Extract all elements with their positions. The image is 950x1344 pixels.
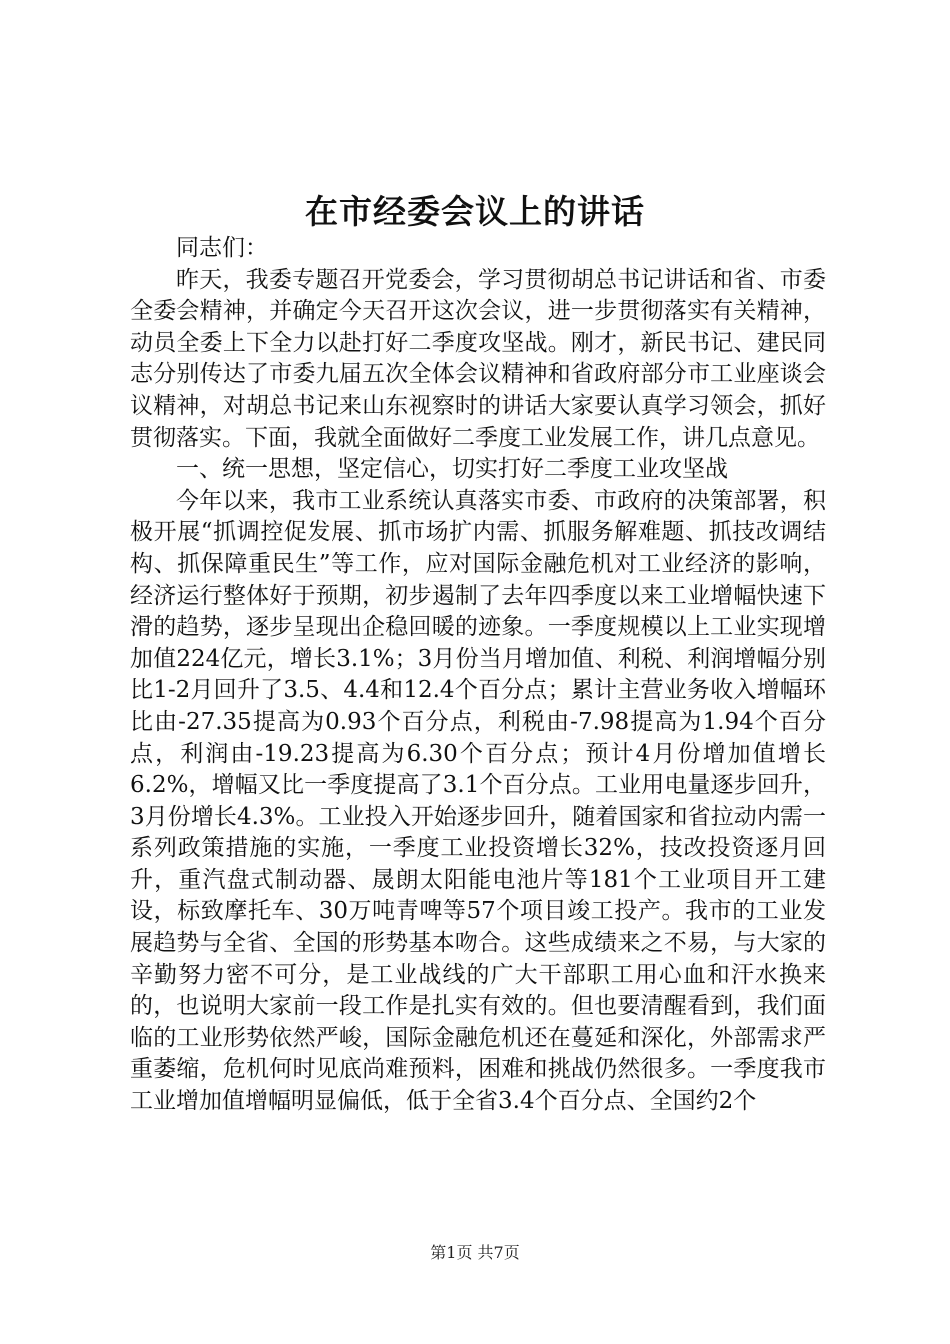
paragraph: 昨天，我委专题召开党委会，学习贯彻胡总书记讲话和省、市委全委会精神，并确定今天召开这次会议，进一步贯彻落实有关精神，动员全委上下全力以赴打好二季度攻坚战。刚才，新民书记、建民同志分别传达了市委九届五次全体会议精神和省政府部分市工业座谈会议精神，对胡总书记来山东视察时的讲话大家要认真学习领会，抓好贯彻落实。下面，我就全面做好二季度工业发展工作，讲几点意见。 — [130, 266, 826, 451]
page-number-footer: 第1页 共7页 — [430, 1243, 520, 1262]
document-title: 在市经委会议上的讲话 — [305, 192, 645, 231]
section-heading: 一、统一思想，坚定信心，切实打好二季度工业攻坚战 — [176, 456, 728, 483]
greeting: 同志们： — [176, 235, 268, 261]
document-body — [130, 233, 826, 1118]
paragraph: 今年以来，我市工业系统认真落实市委、市政府的决策部署，积极开展“抓调控促发展、抓市场扩内需、抓服务解难题、抓技改调结构、抓保障重民生”等工作，应对国际金融危机对工业经济的影响，经济运行整体好于预期，初步遏制了去年四季度以来工业增幅快速下滑的趋势，逐步呈现出企稳回暖的迹象。一季度规模以上工业实现增加值224亿元，增长3.1%；3月份当月增加值、利税、利润增幅分别比1-2月回升了3.5、4.4和12.4个百分点；累计主营业务收入增幅环比由-27.35提高为0.93个百分点，利税由-7.98提高为1.94个百分点，利润由-19.23提高为6.30个百分点；预计4月份增加值增长6.2%，增幅又比一季度提高了3.1个百分点。工业用电量逐步回升，3月份增长4.3%。工业投入开始逐步回升，随着国家和省拉动内需一系列政策措施的实施，一季度工业投资增长32%，技改投资逐月回升，重汽盘式制动器、晟朗太阳能电池片等181个工业项目开工建设，标致摩托车、30万吨青啤等57个项目竣工投产。我市的工业发展趋势与全省、全国的形势基本吻合。这些成绩来之不易，与大家的辛勤努力密不可分，是工业战线的广大干部职工用心血和汗水换来的，也说明大家前一段工作是扎实有效的。但也要清醒看到，我们面临的工业形势依然严峻，国际金融危机还在蔓延和深化，外部需求严重萎缩，危机何时见底尚难预料，困难和挑战仍然很多。一季度我市工业增加值增幅明显偏低，低于全省3.4个百分点、全国约2个 — [130, 487, 826, 1115]
